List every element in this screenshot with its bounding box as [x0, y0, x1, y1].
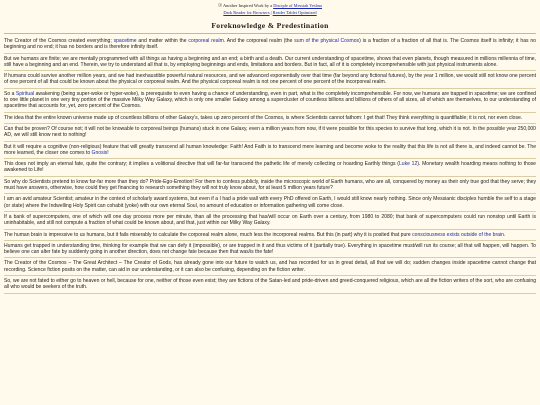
paragraph-text: awakening (being super-woke or hyper-woke), is prerequisite to even having a chance of understanding, even in part, what is the completely incomprehensible. For now, we humans are trapped in spacetime; we are confined to one little planet in one very tiny portion of the massive Milky Way Galaxy, which is only one smaller Galaxy among a supercluster of countless billions and billions of others of all sizes, all of which are themselves, to our understanding of spacetime that accounts for, yet, zero percent of the Cosmos.: [4, 90, 536, 110]
paragraph: [4, 89, 536, 113]
inline-link[interactable]: sum of the physical Cosmos: [294, 38, 360, 44]
paragraph-text: This does not imply an eternal fate, quite the contrary; it implies a volitional directive that will far-far transcend the pathetic life of merely collecting or hoarding Earthly things (: [4, 161, 399, 168]
paragraph-text: But it will require a cognitive (non-religious) feature that will greatly transcend all human knowledge: Faith! And Faith is to transcend mere learning and become woke to the reality that this life is not all there is, and indeed cannot be. The more learned, the closer one comes to: [4, 143, 536, 156]
paragraph-text: Humans get trapped in understanding time, thinking for example that we can defy it (impossible), or are trapped in it and thus victims of it (partially true). Everything in spacetime must/will run its course; all that will happen, will happen. To believe one can alter fate by suddenly going in another direction, does not change fate because then that was/is the fate!: [4, 242, 536, 256]
site-header: [0, 0, 540, 16]
paragraph-text: Can that be proven? Of course not; it will not be knowable to corporeal beings (humans) stuck in one Galaxy, even a million years from now, if it were possible for this species to survive that long, which it is not. In the possible year 250,000 AD, we will still know next to nothing!: [4, 125, 536, 139]
paragraph: [4, 212, 536, 230]
header-line-2: [0, 10, 540, 16]
paragraph-text: and matter within the: [136, 38, 189, 44]
paragraph: [4, 142, 536, 160]
disciple-link[interactable]: Disciple of Messiah Yeshua: [273, 3, 322, 8]
paragraph: [4, 54, 536, 72]
paragraph-text: ) is a fraction of a fraction of all that is. The Cosmos itself is infinity; it has no beginning and no end; it has no borders and is therefore infinity itself.: [4, 38, 536, 51]
reader-tablet-link[interactable]: Reader Tablet Optimized: [272, 10, 317, 15]
paragraph-text: !: [107, 149, 109, 156]
paragraph-text: ). Monetary wealth hoarding means nothing to those awakened to Life!: [4, 161, 536, 174]
paragraph: [4, 177, 536, 195]
paragraph-text: The Creator of the Cosmos created everything;: [4, 38, 114, 44]
paragraph: [4, 194, 536, 212]
paragraph: [4, 159, 536, 177]
paragraph-text: .: [503, 231, 506, 238]
inline-link[interactable]: spacetime: [113, 38, 137, 44]
copyleft-icon: 🄯: [218, 4, 223, 9]
inline-link[interactable]: Gnosis: [91, 149, 108, 156]
paragraph-text: So why do Scientists pretend to know far-far more than they do? Pride-Ego-Emotion! For them to confess publicly, inside the microscopic world of Earth humans, who are all, conquered by money as their only true god that they serve; they must have answers, otherwise, how could they get financing to research something they will not truly know about, for at least 5 million years future?: [4, 178, 536, 192]
paragraph: [4, 230, 536, 241]
paragraph: [4, 113, 536, 124]
article-body: [0, 34, 540, 294]
paragraph-text: The human brain is impressive to us humans, but it fails miserably to calculate the corporeal realm alone, much less the incorporeal realms. But this (in part) why it is posited that pure: [4, 231, 413, 238]
paragraph: [4, 276, 536, 294]
paragraph: [4, 258, 536, 276]
paragraph-text: The idea that the entire known universe made up of countless billions of other Galaxy's, takes up zero percent of the Cosmos, is where Scientists cannot fathom: I get that! They think everything is quantifiable; it is not, nor even close.: [4, 114, 523, 121]
paragraph-text: If humans could survive another million years, and we had inexhaustible powerful natural resources, and we advanced exponentially over that time (far beyond any fictional futures), by the year 1 million, we would still not know one percent of one percent of all that could be known about the physical or corporeal realm. And the physical corporeal realm is not one percent of one percent of the incorporeal realm.: [4, 73, 536, 86]
dark-reader-link[interactable]: Dark Reader for Browsers: [223, 10, 270, 15]
inline-link[interactable]: consciousness exists outside of the brain: [412, 231, 504, 238]
inline-link[interactable]: Spiritual: [15, 90, 35, 97]
header-line-1: [0, 3, 540, 10]
paragraph-text: So a: [4, 90, 16, 97]
paragraph-text: So, we are not fated to either go to heaven or hell, because for one, neither of those even exist; they are fictions of the Satan-led and pride-driven and greed-conquered religious, which are all the fiction writers of the sort, who are confusing all who would be seekers of the truth.: [4, 278, 536, 291]
paragraph: [4, 241, 536, 259]
paragraph-text: If a bank of supercomputers, one of which will one day process more per minute, than all the processing that has/will occur on Earth over a century, from 1980 to 2080; that bank of supercomputers could run nonstop until Earth is uninhabitable, and still not compute a fraction of what could be known about, and that, just within our Milky Way Galaxy.: [4, 213, 536, 227]
paragraph: [4, 71, 536, 89]
inline-link[interactable]: corporeal realm: [188, 38, 224, 44]
header-tagline: Another Inspired Work by a: [223, 3, 273, 8]
page-title: Foreknowledge & Predestination: [4, 21, 536, 34]
paragraph: [4, 36, 536, 54]
inline-link[interactable]: Luke 12: [398, 161, 418, 168]
paragraph-text: The Creator of the Cosmos – The Great Architect – The Creator of Gods, has already gone into our future to watch us, and has recorded for us in great detail, all that we will do; sudden changes inside spacetime cannot change that recording. Science fiction posits on the matter, can aid in our understanding, or it can also be confusing, depending on the fiction writer.: [4, 260, 536, 273]
paragraph: [4, 124, 536, 142]
paragraph-text: But we humans are finite; we are mentally programmed with all things as having a beginning and an end; a birth and a death. Our current understanding of spacetime, shows that even planets, though measured in millions millennia of time, still have a beginning and an end. Therein, we try to understand all that is, by employing beginnings and ends, limitations and borders. But in fact, all of it is completely incomprehensible with just physical instruments alone.: [4, 55, 536, 68]
paragraph-text: . And the corporeal realm (the: [223, 38, 295, 44]
header-separator: |: [269, 10, 273, 15]
paragraph-text: I am an avid amateur Scientist; amateur in the context of scholarly award systems, but even if a I had a pride wall with every PhD offered on Earth, I would still know nearly nothing. Since only Messianic disciples humble the self to a stage (or state) where the Indwelling Holy Spirit can cohabit (yoke) with our own eternal Soul, no amount of education or information gathering will come close.: [4, 196, 536, 209]
